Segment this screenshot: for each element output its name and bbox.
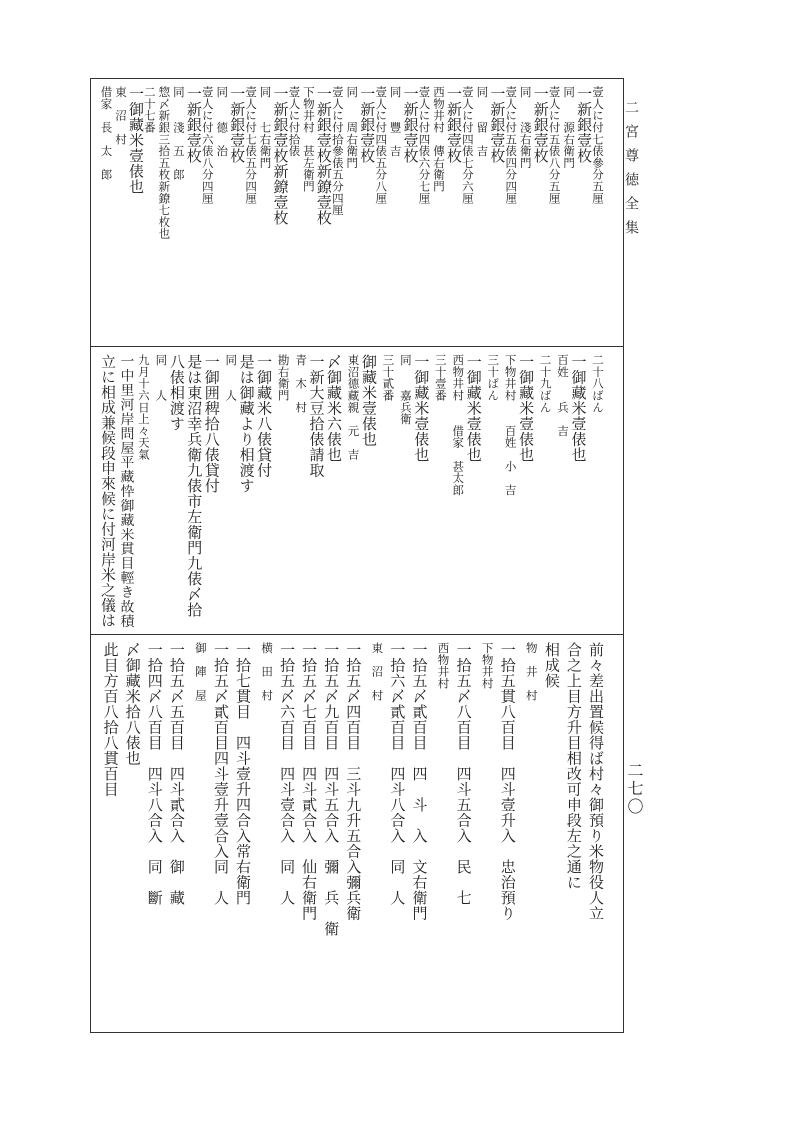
band1-column-17: 同 周右衛門 [345,86,360,169]
band3-column-15: 横 田 村 [260,642,275,701]
band2-column-28: 立に相成兼候段申來候に付河岸米之儀は [98,354,116,628]
band1-column-16: 一新銀壹枚 [358,86,377,164]
band3-column-3: 物 井 村 [524,642,539,701]
band2-column-3: 二十九ばん [538,354,553,413]
band1-column-20: 下物井村 甚左衛門 [301,86,316,193]
band1-column-12: 壹人に付四俵六分七厘 [417,86,432,204]
band2-column-21: 同 人 [224,354,239,402]
band1-column-13: 一新銀壹枚 [401,86,420,164]
band3-column-9: 一拾六〆貳百目 四斗八合入 同 人 [388,642,407,906]
band1-column-33: 東 沼 村 [114,86,129,145]
band3-column-5: 下物井村 [480,642,495,690]
band3-column-17: 一拾五〆貳百目四斗壹升壹合入同 人 [211,642,230,906]
band2-column-6: 三十ばん [486,354,501,402]
band2-column-1: 一御藏米壹俵也 [569,354,588,463]
band2-column-0: 二十八ばん [590,354,605,413]
band1-column-31: 二十七番 [142,86,157,134]
band2-column-10: 一御藏米壹俵也 [412,354,431,463]
band1-column-32: 一御藏米壹俵也 [127,86,146,195]
band3-column-2: 相成候 [542,642,561,689]
band1-column-4: 一新銀壹枚 [531,86,550,164]
band1-column-9: 壹人に付四俵七分六厘 [460,86,475,204]
band3-column-10: 東 沼 村 [370,642,385,701]
band2-column-17: 青 木 村 [294,354,309,413]
band2-column-25: 同 人 [154,354,169,402]
band2-column-20: 是は御藏より相渡す [237,354,256,494]
band1-column-8: 同 留 吉 [475,86,490,157]
band2-column-24: 八俵相渡す [167,354,186,432]
band1-column-27: 壹人に付六俵八分四厘 [200,86,215,204]
band1-column-15: 壹人に付四俵五分八厘 [374,86,389,204]
band1-column-30: 惣〆新銀三拾五枚新鐐七枚也 [157,86,172,240]
band3-column-11: 一拾五〆四百目 三斗九升五合入彌兵衛 [344,642,363,921]
band2-column-15: 〆御藏米六俵也 [325,354,343,463]
band2-column-7: 一御藏米壹俵也 [464,354,483,463]
band3-column-19: 一拾五〆五百目 四斗貳合入 御 藏 [167,642,186,906]
band1-column-34: 借家 長 太 郎 [99,86,114,181]
band3-column-1: 合之上目方升目相改可申段左之通に [564,642,583,890]
band1-column-1: 一新銀壹枚 [575,86,594,164]
band2-column-18: 勘右衛門 [276,354,291,402]
band3-column-8: 一拾五〆貳百目 四 斗 入 文右衛門 [410,642,429,921]
band2-column-27: 一中里河岸問屋平藏忰御藏米貫目輕き故積 [117,354,134,628]
band3-column-22: 此目方百八拾八貫百目 [101,642,120,797]
band2-column-22: 一御囲稗拾八俵貸付 [202,354,221,494]
band1-column-26: 同 德 治 [215,86,230,157]
band3-column-16: 一拾七貫目 四斗壹升四合入常右衛門 [234,642,252,906]
band3-column-13: 一拾五〆七百目 四斗貳合入 仙右衛門 [300,642,319,921]
band1-column-25: 一新銀壹枚 [228,86,247,164]
band2-column-4: 一御藏米壹俵也 [517,354,536,463]
band1-column-7: 一新銀壹枚 [488,86,507,164]
band2-column-12: 三十貳番 [381,354,396,402]
band3-column-21: 〆御藏米拾八俵也 [123,642,142,766]
band1-column-3: 壹人に付五俵八分五厘 [547,86,562,204]
band3-column-20: 一拾四〆八百目 四斗八合入 同 斷 [145,642,164,906]
band1-column-5: 同 淺右衛門 [518,86,533,169]
band2-column-13: 御藏米壹俵也 [359,354,378,447]
band2-column-2: 百姓 兵 吉 [556,354,571,437]
band3-column-7: 西物井村 [436,642,451,690]
band1-column-14: 同 豐 吉 [388,86,403,157]
band1-column-0: 壹人に付七俵參分五厘 [590,86,605,204]
band1-column-28: 一新銀壹枚 [184,86,203,164]
band1-column-29: 同 淺 五 郎 [171,86,186,181]
band1-column-21: 壹人に付拾俵 [287,86,302,157]
band-divider-1 [90,346,624,347]
page-number: 二七〇 [625,762,644,816]
band2-column-9: 三十壹番 [433,354,448,402]
band2-column-14: 東沼德藏親 元 吉 [346,354,361,461]
band1-column-23: 同 七右衛門 [258,86,273,169]
band2-column-26: 九月十六日上々天氣 [136,354,151,461]
band2-column-11: 同 嘉兵衛 [398,354,413,425]
band2-column-23: 是は東沼幸兵衛九俵市左衛門九俵〆拾 [185,354,204,618]
band3-column-6: 一拾五〆八百目 四斗五合入 民 七 [454,642,473,906]
band3-column-4: 一拾五貫八百目 四斗壹升入 忠治預り [498,642,517,921]
band1-column-10: 一新銀壹枚 [445,86,463,164]
band-divider-2 [90,634,624,635]
band3-column-18: 御 陣 屋 [193,642,208,701]
band1-column-24: 壹人に付七俵五分四厘 [244,86,259,204]
band3-column-0: 前々差出置候得ば村々御預り米物役人立 [586,642,605,921]
band2-column-19: 一御藏米八俵貸付 [255,354,274,478]
band3-column-12: 一拾五〆九百目 四斗五合入 彌 兵 衛 [322,642,341,937]
band1-column-18: 壹人に付拾參俵五分四厘 [330,86,345,216]
band3-column-14: 一拾五〆六百目 四斗壹合入 同 人 [278,642,297,906]
band2-column-8: 西物井村 借家 甚太郎 [451,354,466,496]
band2-column-16: 一新大豆拾俵請取 [307,354,326,478]
band1-column-2: 同 源右衛門 [562,86,577,169]
band2-column-5: 下物井村 百姓 小 吉 [503,354,518,496]
book-title: 二宮尊徳全集 [623,100,639,244]
band1-column-11: 西物井村 傳右衛門 [432,86,446,193]
band1-column-6: 壹人に付五俵四分四厘 [504,86,519,204]
band1-column-22: 一新銀壹枚新鐐壹枚 [271,86,290,226]
band1-column-19: 一新銀壹枚新鐐壹枚 [314,86,333,226]
